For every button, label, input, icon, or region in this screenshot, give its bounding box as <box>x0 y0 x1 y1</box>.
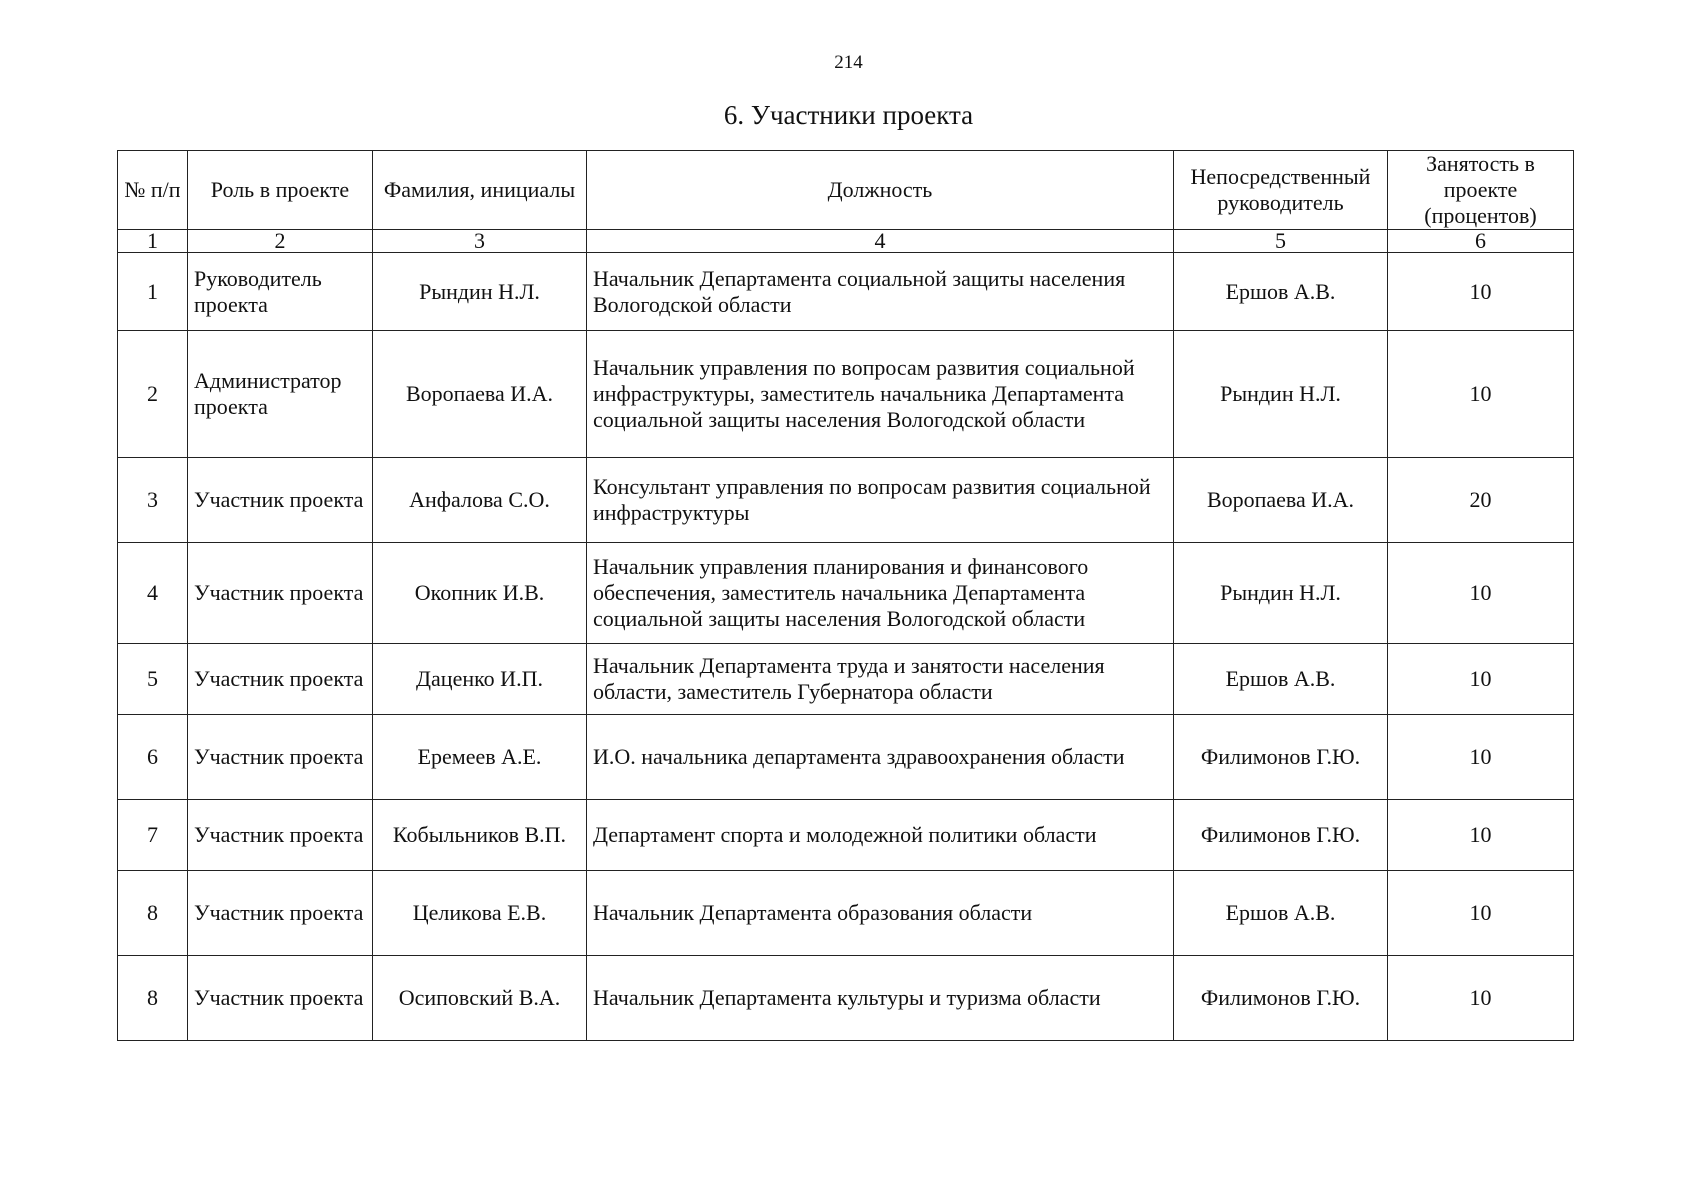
cell-name: Рындин Н.Л. <box>373 253 587 331</box>
cell-supervisor: Ершов А.В. <box>1174 253 1388 331</box>
cell-load: 10 <box>1388 871 1574 956</box>
header-role: Роль в проекте <box>188 151 373 230</box>
cell-name: Целикова Е.В. <box>373 871 587 956</box>
cell-name: Осиповский В.А. <box>373 956 587 1041</box>
table-row <box>118 253 1574 331</box>
cell-num: 2 <box>118 331 188 458</box>
cell-load: 10 <box>1388 715 1574 800</box>
section-title: 6. Участники проекта <box>723 100 974 130</box>
cell-position: Начальник управления по вопросам развития социальной инфраструктуры, заместитель начальника Департамента социальной защиты населения Вологодской области <box>587 331 1174 458</box>
header-supervisor: Непосредственный руководитель <box>1174 151 1388 230</box>
cell-position: Начальник Департамента культуры и туризма области <box>587 956 1174 1041</box>
table-row <box>118 800 1574 871</box>
header-num: № п/п <box>118 151 188 230</box>
cell-role: Участник проекта <box>188 543 373 644</box>
cell-num: 3 <box>118 458 188 543</box>
table-row <box>118 458 1574 543</box>
cell-num: 1 <box>118 253 188 331</box>
cell-num: 7 <box>118 800 188 871</box>
column-index: 2 <box>188 230 373 253</box>
column-index: 4 <box>587 230 1174 253</box>
cell-load: 10 <box>1388 331 1574 458</box>
cell-name: Кобыльников В.П. <box>373 800 587 871</box>
cell-position: Начальник Департамента труда и занятости населения области, заместитель Губернатора области <box>587 644 1174 715</box>
header-row <box>118 151 1574 230</box>
cell-supervisor: Ершов А.В. <box>1174 644 1388 715</box>
cell-name: Даценко И.П. <box>373 644 587 715</box>
cell-name: Воропаева И.А. <box>373 331 587 458</box>
cell-position: Начальник Департамента образования области <box>587 871 1174 956</box>
cell-name: Анфалова С.О. <box>373 458 587 543</box>
cell-position: Начальник управления планирования и финансового обеспечения, заместитель начальника Департамента социальной защиты населения Вологодской области <box>587 543 1174 644</box>
cell-role: Участник проекта <box>188 644 373 715</box>
cell-num: 5 <box>118 644 188 715</box>
cell-num: 8 <box>118 956 188 1041</box>
cell-supervisor: Ершов А.В. <box>1174 871 1388 956</box>
cell-load: 20 <box>1388 458 1574 543</box>
header-position: Должность <box>587 151 1174 230</box>
cell-role: Участник проекта <box>188 458 373 543</box>
page-number: 214 <box>834 52 863 73</box>
column-index: 6 <box>1388 230 1574 253</box>
cell-role: Участник проекта <box>188 800 373 871</box>
cell-supervisor: Воропаева И.А. <box>1174 458 1388 543</box>
cell-supervisor: Филимонов Г.Ю. <box>1174 956 1388 1041</box>
cell-load: 10 <box>1388 253 1574 331</box>
column-index: 1 <box>118 230 188 253</box>
cell-load: 10 <box>1388 644 1574 715</box>
cell-role: Участник проекта <box>188 871 373 956</box>
table-row <box>118 331 1574 458</box>
cell-position: Начальник Департамента социальной защиты населения Вологодской области <box>587 253 1174 331</box>
cell-load: 10 <box>1388 543 1574 644</box>
cell-supervisor: Рындин Н.Л. <box>1174 543 1388 644</box>
header-name: Фамилия, инициалы <box>373 151 587 230</box>
cell-num: 4 <box>118 543 188 644</box>
cell-role: Руководитель проекта <box>188 253 373 331</box>
cell-role: Администратор проекта <box>188 331 373 458</box>
cell-position: Консультант управления по вопросам развития социальной инфраструктуры <box>587 458 1174 543</box>
cell-load: 10 <box>1388 800 1574 871</box>
column-index: 5 <box>1174 230 1388 253</box>
cell-num: 8 <box>118 871 188 956</box>
cell-position: И.О. начальника департамента здравоохранения области <box>587 715 1174 800</box>
cell-num: 6 <box>118 715 188 800</box>
table-row <box>118 715 1574 800</box>
cell-name: Окопник И.В. <box>373 543 587 644</box>
cell-supervisor: Филимонов Г.Ю. <box>1174 800 1388 871</box>
column-index-row <box>118 230 1574 253</box>
table-row <box>118 543 1574 644</box>
column-index: 3 <box>373 230 587 253</box>
table-row <box>118 644 1574 715</box>
cell-position: Департамент спорта и молодежной политики области <box>587 800 1174 871</box>
cell-role: Участник проекта <box>188 956 373 1041</box>
table-row <box>118 956 1574 1041</box>
table-row <box>118 871 1574 956</box>
cell-supervisor: Рындин Н.Л. <box>1174 331 1388 458</box>
cell-supervisor: Филимонов Г.Ю. <box>1174 715 1388 800</box>
header-load: Занятость в проекте (процентов) <box>1388 151 1574 230</box>
participants-table <box>117 150 1574 1041</box>
cell-load: 10 <box>1388 956 1574 1041</box>
cell-role: Участник проекта <box>188 715 373 800</box>
cell-name: Еремеев А.Е. <box>373 715 587 800</box>
